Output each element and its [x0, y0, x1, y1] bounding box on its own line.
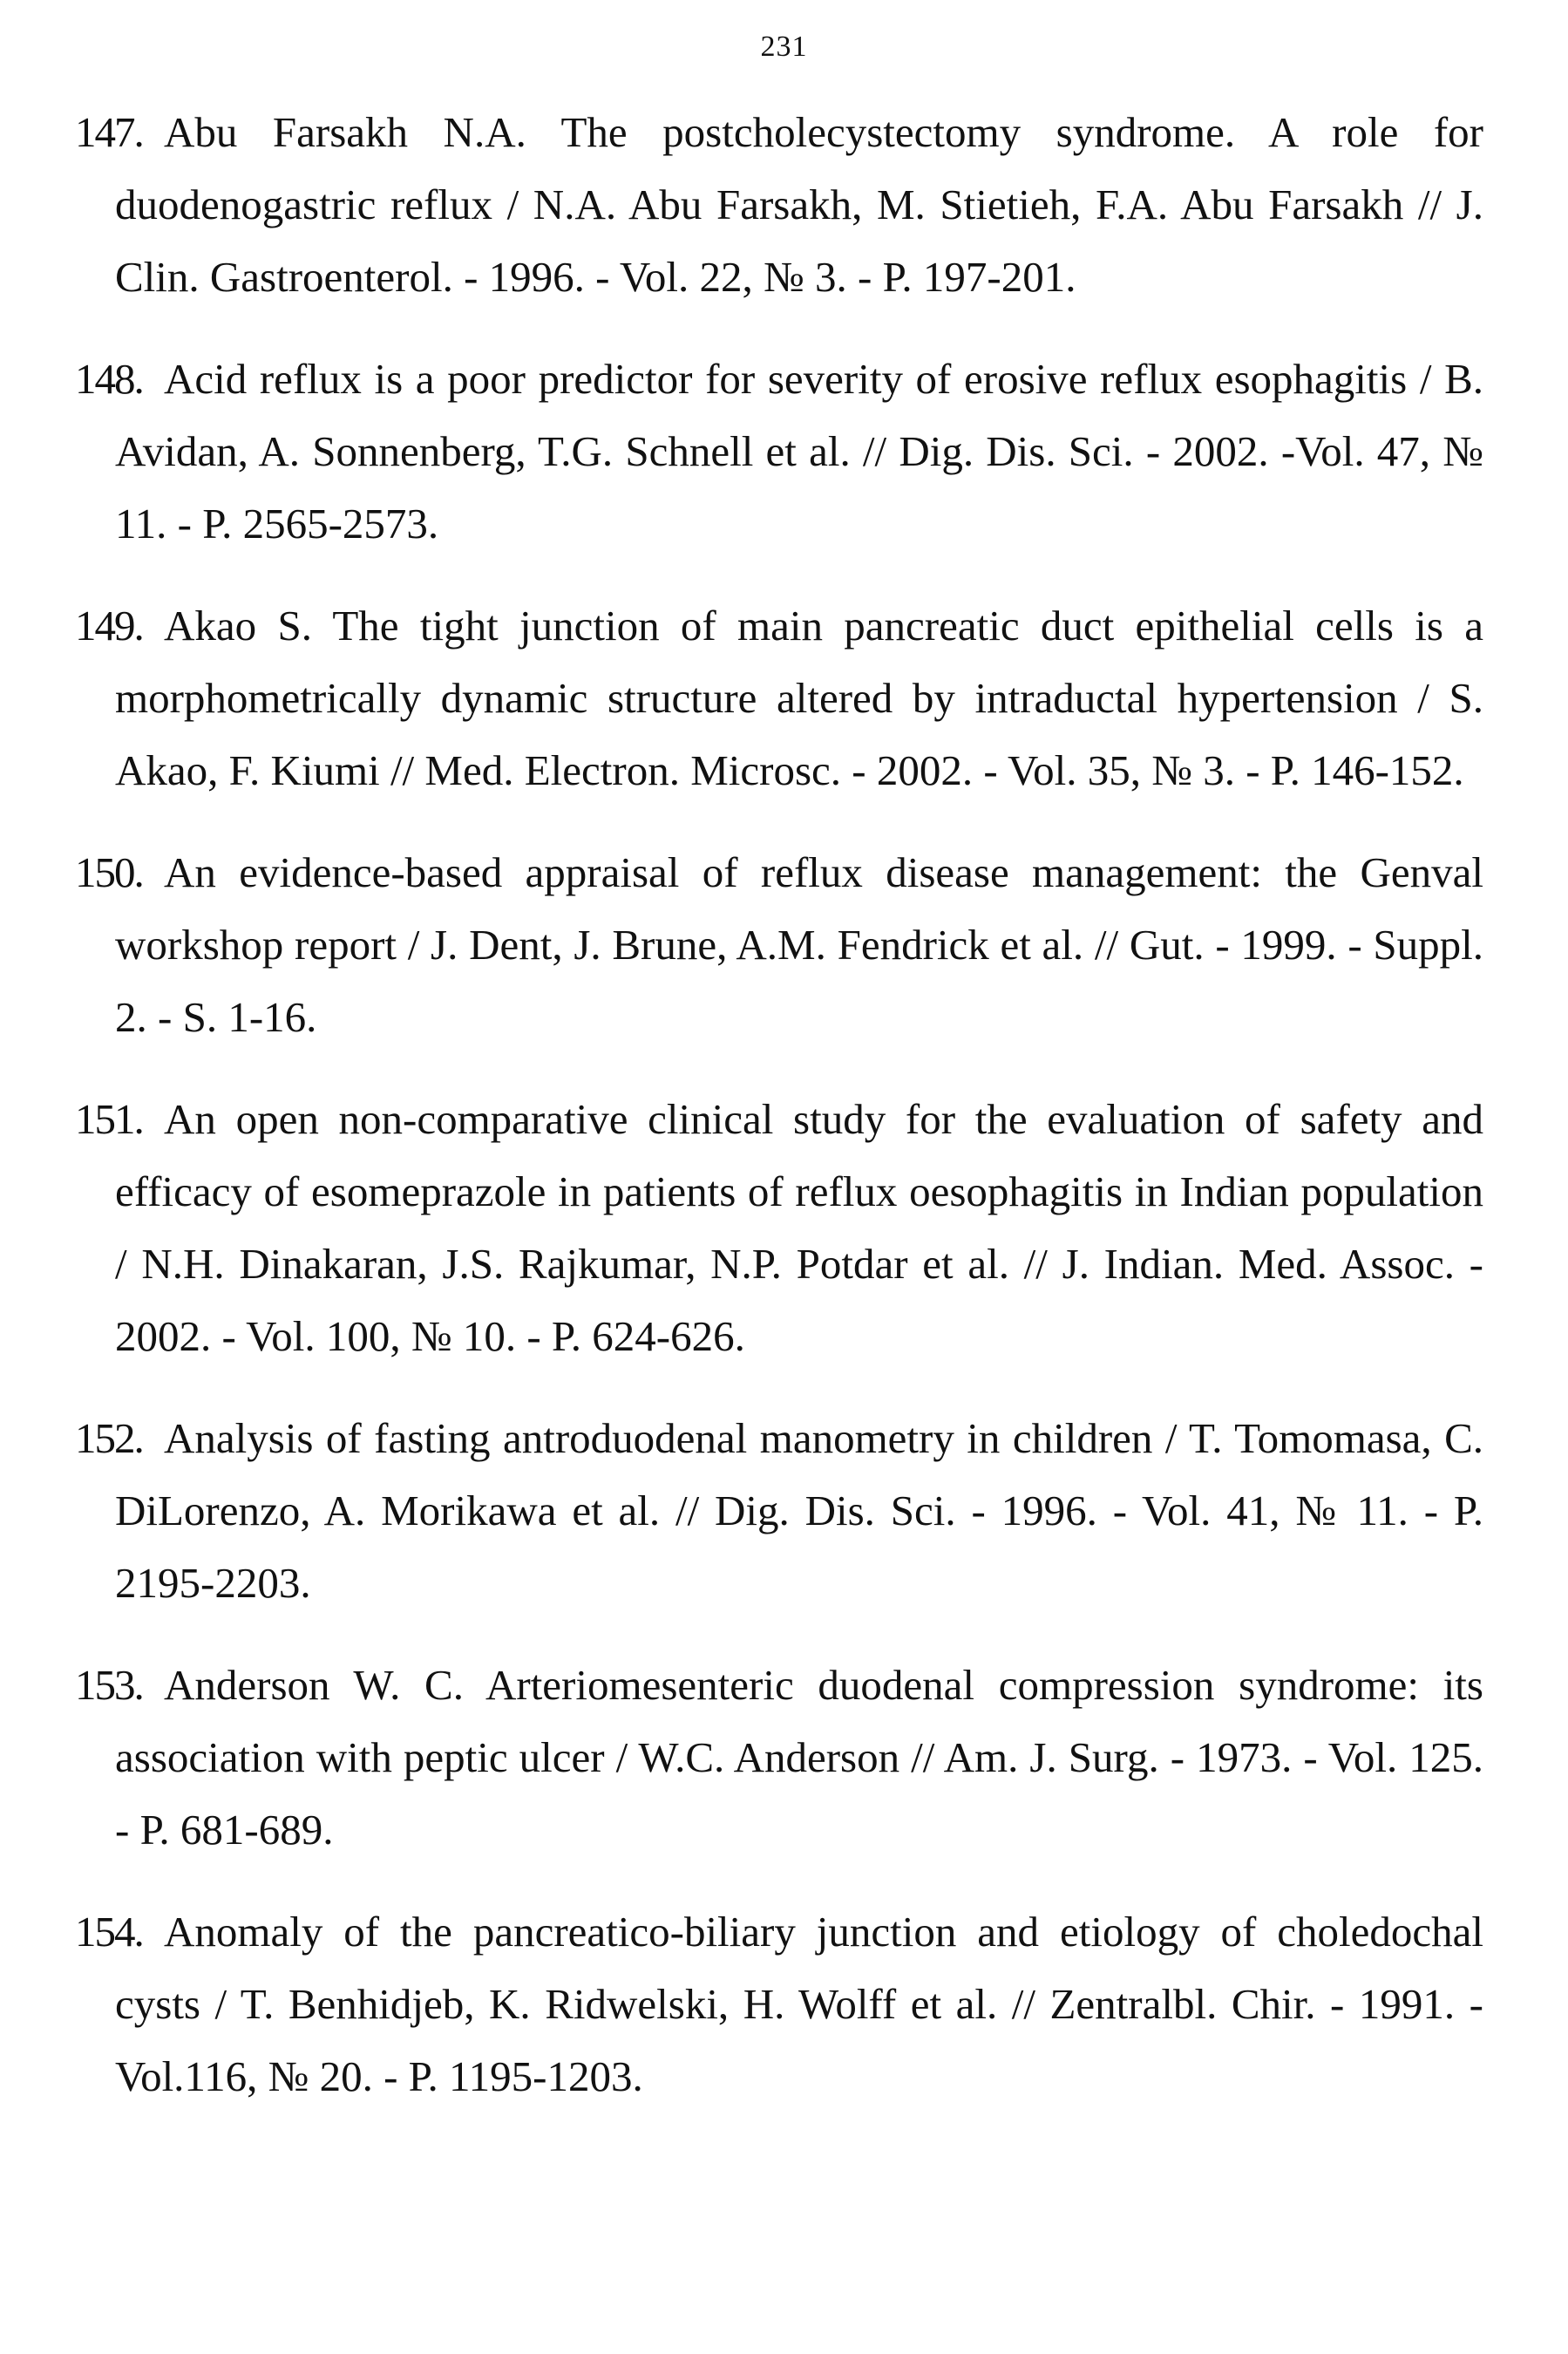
reference-text: Anderson W. C. Arteriomesenteric duodenal compression syndrome: its association with peptic ulcer / W.C. Anderson // Am. J. Surg. - 1973. - Vol. 125. - P. 681-689. [115, 1661, 1483, 1854]
reference-item-153 [75, 1649, 1483, 1866]
reference-text: Anomaly of the pancreatico-biliary junction and etiology of choledochal cysts / T. Benhidjeb, K. Ridwelski, H. Wolff et al. // Zentralbl. Chir. - 1991. - Vol.116, № 20. - P. 1195-1203. [115, 1908, 1483, 2100]
reference-number: 149. [75, 602, 143, 650]
reference-number: 147. [75, 108, 143, 156]
reference-item-151 [75, 1083, 1483, 1372]
reference-list [75, 96, 1483, 2142]
reference-text: Analysis of fasting antroduodenal manometry in children / T. Tomomasa, C. DiLorenzo, A. Morikawa et al. // Dig. Dis. Sci. - 1996. - Vol. 41, № 11. - P. 2195-2203. [115, 1414, 1483, 1607]
reference-number: 153. [75, 1661, 143, 1709]
reference-text: An open non-comparative clinical study for the evaluation of safety and efficacy of esomeprazole in patients of reflux oesophagitis in Indian population / N.H. Dinakaran, J.S. Rajkumar, N.P. Potdar et al. // J. Indian. Med. Assoc. - 2002. - Vol. 100, № 10. - P. 624-626. [115, 1095, 1483, 1360]
reference-text: Abu Farsakh N.A. The postcholecystectomy syndrome. A role for duodenogastric reflux / N.A. Abu Farsakh, M. Stietieh, F.A. Abu Farsakh // J. Clin. Gastroenterol. - 1996. - Vol. 22, № 3. - P. 197-201. [115, 108, 1483, 301]
reference-item-147 [75, 96, 1483, 313]
reference-item-149 [75, 589, 1483, 806]
reference-number: 151. [75, 1095, 143, 1143]
reference-text: Akao S. The tight junction of main pancreatic duct epithelial cells is a morphometrically dynamic structure altered by intraductal hypertension / S. Akao, F. Kiumi // Med. Electron. Microsc. - 2002. - Vol. 35, № 3. - P. 146-152. [115, 602, 1483, 794]
reference-item-148 [75, 343, 1483, 560]
reference-item-150 [75, 836, 1483, 1053]
reference-item-154 [75, 1895, 1483, 2112]
reference-number: 152. [75, 1414, 143, 1462]
reference-number: 148. [75, 355, 143, 403]
page-number: 231 [760, 31, 808, 63]
reference-text: Acid reflux is a poor predictor for severity of erosive reflux esophagitis / B. Avidan, A. Sonnenberg, T.G. Schnell et al. // Dig. Dis. Sci. - 2002. -Vol. 47, № 11. - P. 2565-2573. [115, 355, 1483, 548]
reference-item-152 [75, 1402, 1483, 1619]
reference-text: An evidence-based appraisal of reflux disease management: the Genval workshop report / J. Dent, J. Brune, A.M. Fendrick et al. // Gut. - 1999. - Suppl. 2. - S. 1-16. [115, 848, 1483, 1041]
reference-number: 150. [75, 848, 143, 896]
reference-number: 154. [75, 1908, 143, 1956]
